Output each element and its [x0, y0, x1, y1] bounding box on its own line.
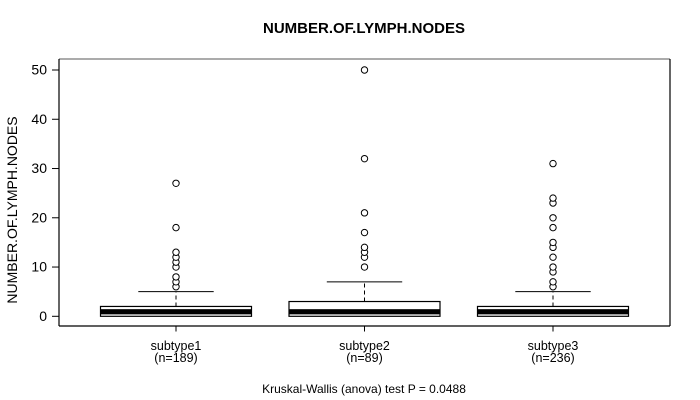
- y-axis-label: NUMBER.OF.LYMPH.NODES: [4, 116, 20, 304]
- group-label-subtype1: subtype1: [150, 339, 202, 353]
- outlier-subtype1-18: [173, 224, 179, 230]
- group-n-subtype1: (n=189): [154, 351, 198, 365]
- outlier-subtype2-21: [361, 210, 367, 216]
- y-tick-label-0: 0: [39, 307, 47, 324]
- outlier-subtype2-32: [361, 155, 367, 161]
- outlier-subtype1-13: [173, 249, 179, 255]
- group-n-subtype3: (n=236): [531, 351, 575, 365]
- outlier-subtype3-12: [550, 254, 556, 260]
- outlier-subtype3-18: [550, 224, 556, 230]
- group-n-subtype2: (n=89): [346, 351, 383, 365]
- median-line-subtype3: [478, 309, 629, 314]
- group-label-subtype3: subtype3: [527, 339, 579, 353]
- outlier-subtype1-27: [173, 180, 179, 186]
- y-tick-label-20: 20: [31, 209, 47, 226]
- median-line-subtype1: [101, 309, 252, 314]
- y-tick-label-10: 10: [31, 258, 47, 275]
- outlier-subtype2-50: [361, 67, 367, 73]
- outlier-subtype3-7: [550, 279, 556, 285]
- outlier-subtype3-20: [550, 215, 556, 221]
- boxplot-group-subtype1: [101, 180, 252, 365]
- boxplot-group-subtype2: [289, 67, 440, 365]
- stat-test-caption: Kruskal-Wallis (anova) test P = 0.0488: [262, 382, 466, 396]
- outlier-subtype2-10: [361, 264, 367, 270]
- outlier-subtype3-31: [550, 160, 556, 166]
- y-tick-label-40: 40: [31, 110, 47, 127]
- y-tick-label-30: 30: [31, 160, 47, 177]
- group-label-subtype2: subtype2: [339, 339, 390, 353]
- outlier-subtype1-8: [173, 274, 179, 280]
- outlier-subtype2-17: [361, 229, 367, 235]
- chart-title: NUMBER.OF.LYMPH.NODES: [263, 20, 465, 37]
- median-line-subtype2: [289, 309, 440, 314]
- boxplot-series: [101, 67, 629, 365]
- outlier-subtype3-15: [550, 239, 556, 245]
- outlier-subtype2-14: [361, 244, 367, 250]
- outlier-subtype3-24: [550, 195, 556, 201]
- outlier-subtype3-10: [550, 264, 556, 270]
- boxplot-group-subtype3: [478, 160, 629, 365]
- y-axis: [31, 62, 59, 324]
- y-tick-label-50: 50: [31, 61, 47, 78]
